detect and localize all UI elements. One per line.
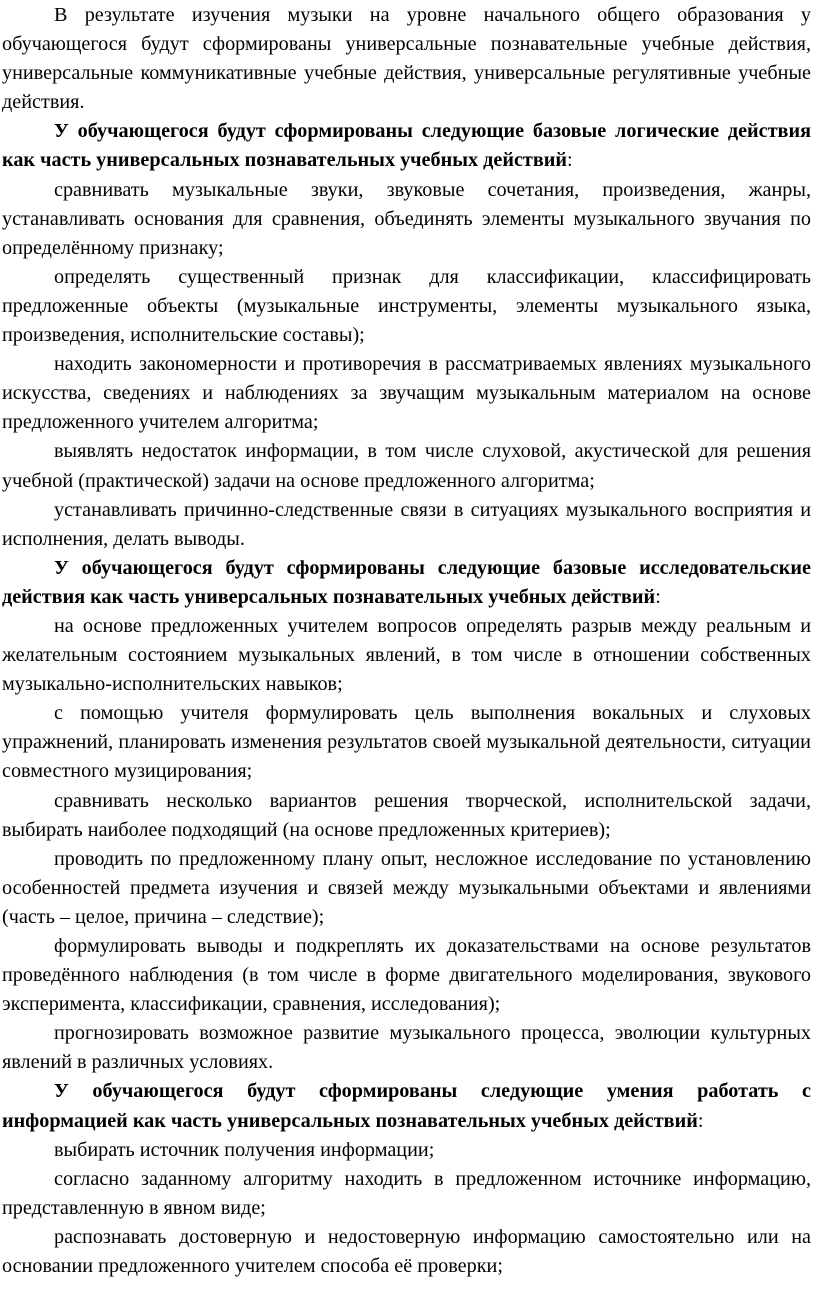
section-heading-information-skills — [2, 1077, 811, 1135]
list-item: устанавливать причинно-следственные связи в ситуациях музыкального восприятия и исполнения, делать выводы. — [2, 498, 811, 550]
list-item: находить закономерности и противоречия в рассматриваемых явлениях музыкального искусства, сведениях и наблюдениях за звучащим музыкальным материалом на основе предложенного учителем алгоритма; — [2, 353, 811, 434]
list-item: сравнивать несколько вариантов решения творческой, исполнительской задачи, выбирать наиболее подходящий (на основе предложенных критериев); — [2, 789, 811, 841]
list-item: на основе предложенных учителем вопросов определять разрыв между реальным и желательным состоянием музыкальных явлений, в том числе в отношении собственных музыкально-исполнительских навыков; — [2, 614, 811, 696]
list-item: формулировать выводы и подкреплять их доказательствами на основе результатов проведённого наблюдения (в том числе в форме двигательного моделирования, звукового эксперимента, классификации, сравнения, исследования); — [2, 935, 811, 1016]
section-heading-research-actions — [2, 554, 811, 612]
list-item: сравнивать музыкальные звуки, звуковые сочетания, произведения, жанры, устанавливать основания для сравнения, объединять элементы музыкального звучания по определённому признаку; — [2, 178, 811, 259]
heading-text: У обучающегося будут сформированы следующие умения работать с информацией как часть универсальных познавательных учебных действий — [2, 1080, 811, 1132]
list-item: проводить по предложенному плану опыт, несложное исследование по установлению особенностей предмета изучения и связей между музыкальными объектами и явлениями (часть – целое, причина – следствие); — [2, 847, 811, 928]
intro-paragraph: В результате изучения музыки на уровне начального общего образования у обучающегося будут сформированы универсальные познавательные учебные действия, универсальные коммуникативные учебные действия, универсальные регулятивные учебные действия. — [2, 4, 811, 114]
list-item: распознавать достоверную и недостоверную информацию самостоятельно или на основании предложенного учителем способа её проверки; — [2, 1225, 811, 1278]
list-item: выявлять недостаток информации, в том числе слуховой, акустической для решения учебной (практической) задачи на основе предложенного алгоритма; — [2, 440, 811, 492]
heading-colon: : — [697, 1109, 704, 1132]
list-item: с помощью учителя формулировать цель выполнения вокальных и слуховых упражнений, планировать изменения результатов своей музыкальной деятельности, ситуации совместного музицирования; — [2, 702, 811, 783]
heading-text: У обучающегося будут сформированы следующие базовые исследовательские действия как часть универсальных познавательных учебных действий — [2, 556, 811, 608]
heading-text: У обучающегося будут сформированы следующие базовые логические действия как часть универсальных познавательных учебных действий — [2, 120, 811, 172]
list-item: прогнозировать возможное развитие музыкального процесса, эволюции культурных явлений в различных условиях. — [2, 1022, 811, 1074]
section-heading-logical-actions — [2, 117, 811, 175]
heading-colon: : — [567, 149, 573, 172]
list-item: выбирать источник получения информации; — [54, 1138, 435, 1161]
list-item: определять существенный признак для классификации, классифицировать предложенные объекты (музыкальные инструменты, элементы музыкального языка, произведения, исполнительские составы); — [2, 265, 811, 347]
list-item: согласно заданному алгоритму находить в предложенном источнике информацию, представленную в явном виде; — [2, 1167, 811, 1219]
heading-colon: : — [655, 585, 661, 608]
